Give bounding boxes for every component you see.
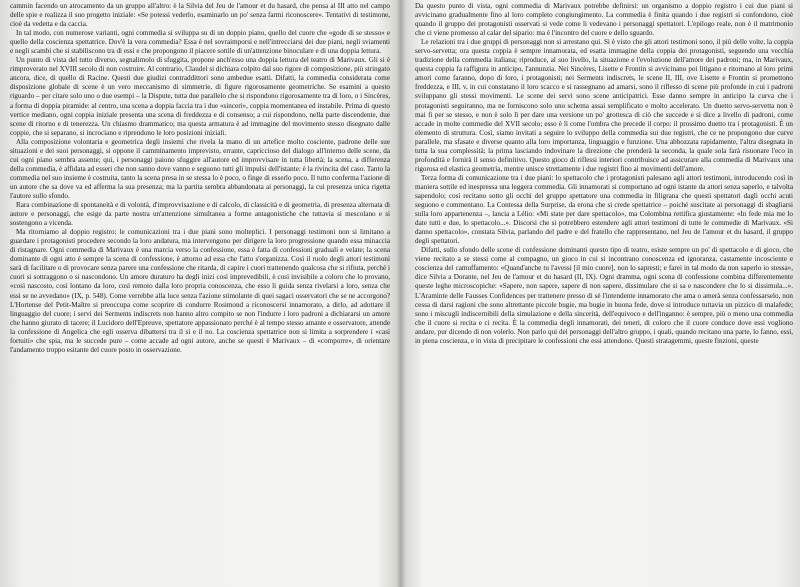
left-paragraph-5: Rara combinazione di spontaneità e di volontà, d'improvvisazione e di calcolo, di classicità e di geometria, di presenza alternata di autore e personaggi, che esige da parte nostra un'attenzione simultanea a forme antagonistiche che tuttavia si mescolano e si sostengono a vicenda. xyxy=(10,201,390,228)
right-paragraph-3: Terza forma di comunicazione tra i due piani: lo spettacolo che i protagonisti palesano agli attori testimoni, introducendo così in maniera sottile ed inespressa una leggera commedia. Gli innamorati si comportano ad ogni istante da attori senza saperlo, e talvolta sapendolo; così recitano sotto gli occhi del gruppo spettatore una commedia in filigrana che questi spettatori dagli occhi acuti seguono e commentano. La Contessa della Surprise, da erona che si crede spettatrice – poiché suscitate ai personaggi di sbagliarsi sulla loro appartenenza –, lancia a Lélio: «Mi state per dare spettacolo», ma Colombina rettifica giustamente: «In fede mia me lo date tutti e due, lo spettacolo...». Discorsi che si potrebbero estendere agli attori testimoni di tutte le commedie di Marivaux. «Si danno spettacolo», constata Silvia, parlando del padre e del fratello che rappresentano, nel Jeu de l'amour et du hasard, il gruppo degli spettatori. xyxy=(415,173,793,246)
left-paragraph-2: In tal modo, con numerose varianti, ogni commedia si sviluppa su di un doppio piano, quello del cuore che «gode di se stesso» e quello della coscienza spettatrice. Dov'è la vera commedia? Essa è nel sovraimporsi e nell'intrecciarsi dei due piani, negli sviamenti e negli scambi che si stabiliscono tra di essi e che propongono il piacere sottile di un'attenzione binoculare e di una doppia lettura. xyxy=(10,29,390,56)
book-gutter xyxy=(396,0,406,587)
left-page xyxy=(10,2,390,355)
left-paragraph-3: Un punto di vista del tutto diverso, segnalimolo di sfuggita, propone anch'esso una doppia lettura del teatro di Marivaux. Gli si è rimproverato nel XVIII secolo di non costruire. Al contrario, Claudel si dichiara colpito dal suo rigore di composizione, più stringato ancora, dice, di quello di Racine. Questi due giudizi contraddittori sono ambedue esatti. Difatti, la commedia considerata come disposizione globale di scene è un vero meccanismo di simmetrie, di figure rigorosamente geometriche. Se esamini a questo riguardo – per citare solo uno o due esempi – la Dispute, tutta due parallelo che si rispondono rigorosamente tra di loro, o i Sincères, a forma di doppia piramide: al centro, una scena a doppia faccia tra i due «sinceri», coppia momentanea ed instabile. Prima di questo vertice mediano, ogni coppia iniziale presenta una scena di freddezza e di consenso; a cui rispondono, nella parte discendente, due scene di ritorno e di tenerezza. Un chiasmo drammatico; ma questa armatura è ad immagine del movimento stesso disegnato dalle coppie, che si separano, si incrociano e riprendono le loro posizioni iniziali. xyxy=(10,56,390,137)
left-paragraph-6: Ma ritorniamo al doppio registro: le comunicazioni tra i due piani sono molteplici. I personaggi testimoni non si limitano a guardare i protagonisti procedere secondo la loro andatura, ma intervengono per dirigere la loro progressione quando essa minaccia di ristagnare. Ogni commedia di Marivaux è una marcia verso la confessione, essa è fatta di confessioni graduali e velate; la scena dominante di ogni atto è sempre la scena di confessione, è attorno ad essa che l'atto s'organizza. Così il ruolo degli attori testimoni sarà di facilitare o di provocare senza parere una confessione che ritarda, di capire i cuori trattenendo qualcosa che si rifiuta, perché i cuori si sottraggono o si nascondono. Un amore duraturo ha degli inizi così imprevedibili, è così invisibile a colorо che lo provano, «così nascosto, così lontano da loro, così remoto dalla loro propria conoscenza, che esso li guida senza rivelarsi a loro, senza che essi se ne avvedano» (IX, p. 548). Come verrebbe alla luce senza l'azione stimolante di quei sagaci osservatori che se ne accorgono? L'Hortense del Petit-Maître si preoccupa come scoprire di condurre Rosimond a riconoscersi innamorato, a dirlo, ad adottare il linguaggio del cuore; i servi dei Serments indiscrets non hanno altro compito se non l'indurre i loro padroni a dichiararsi un amore che hanno giurato di tacere; il Lucidoro dell'Epreuve, spettatore appassionato perché è al tempo stesso amante e osservatore, attende la confessione di Angelica che egli osserva dibattersi tra il sì e il no. La coscienza spettatrice non si limita a sorprendere i «casi fortuiti» che spia, ma le succede pure – come accade ad ogni autore, anche se questi è Marivaux – di «comporre», di orientare l'andamento troppo esitante del cuore posto in osservazione. xyxy=(10,228,390,354)
right-paragraph-4: Difatti, sullo sfondo delle scene di confessione dominanti questo tipo di teatro, esiste sempre un po' di spettacolo e di gioco, che viene recitato a se stessi come al compagno, un gioco in cui si incontrano conoscenza ed ignoranza, castamente incosciente e coscienza del camuffamento: «Quand'anche tu l'avessi [il mio cuore], non lo sapresti; e farei in tal modo da non saperlo io stessa», dice Silvia a Dorante, nel Jeu de l'amour et du hasard (II, IX). Ogni dramma, ogni scena di confessione combina differentemente queste leghe microscopiche: «Sapere, non sapere, sapere di non sapere, dissimulare che si sa e nascondere che lo si dissimula...». L'Araminte delle Fausses Confidences per trattenere presso di sé l'intendente innamorato che ama o amerà senza confessarselo, non cessa di darsi ragioni che sono altrettante piccole bugie, ma bugie in buona fede, dove si introduce tuttavia un pizzico di malafede; sono i miscugli indiscernibili della simulazione e della sincerità, dell'equivoco e dell'inganno: è sempre, più o meno una commedia che il cuore si recita e ci recita. È la commedia degli innamorati, dei teneri, di coloro che il cuore conduce dove essi vogliono andare, pur dicendo di non volerlo. Non parlo qui dei personaggi dell'altro gruppo, i quali, quando recitano una parte, lo fanno, essi, in piena coscienza, e in vista di precipitare le confessioni che essi attendono. Questi stratagemmi, queste finzioni, queste xyxy=(415,246,793,345)
left-paragraph-4: Alla composizione volontaria e geometrica degli insiemi che rivela la mano di un artefice molto cosciente, padrone delle sue situazioni e dei suoi personaggi, si oppone il camminamento imprevisto, errante, capriccioso del dialogo all'interno delle scene, da cui ogni piano sembra assente; qui, i personaggi paiono sfuggire all'autore ed improvvisare in tutta libertà; la scena, a differenza della commedia, è affidata ad esseri che non sanno dove vanno e seguono tutti gli impulsi dell'istante: è la rivincita del caso. Tanto la commedia nel suo insieme è costruita, tanto la scena presa in se stessa lo è poco, o finge di esserlo poco. Il tutto conferma l'azione di un autore che sa dove va ed afferma la sua presenza; ma la partita sembra abbandonata ai personaggi, la cui presenza unica rigetta l'autore sullo sfondo. xyxy=(10,137,390,200)
right-paragraph-2: Le relazioni tra i due gruppi di personaggi non si arrestano qui. Si è visto che gli attori testimoni sono, il più delle volte, la coppia servo-servetta; ora questa coppia è sempre innamorata, ed esatta immagine della coppia dei protagonisti, seguendo una vecchia tradizione della commedia italiana; riproduce, al suo livello, la situazione e l'evoluzione dell'amore dei padroni; ma, in Marivaux, questa coppia fa raffigura in anticipo, l'annunzia. Nei Sincères, Lisette e Frontin si avvicinano poi litigano e ritornano al loro primi amori come faranno, dopo di loro, i protagonisti; nei Serments indiscrets, le scene II, III, ove Lisette e Frontin si promettono freddezza, e III, v, in cui constatano il loro scacco e si rassegnano ad amarsi, sono il riflesso di scene più profonde in cui i padroni sviluppano gli stessi movimenti. Le scene dei servi sono scene anticipatrici. Esse danno sempre in anticipo la curva che i protagonisti seguiranno, ma ne forniscono solo uno schema assai semplificato e molto accelerato. Un duetto servo-servetta non è mai fi per se stesso, e non è solo lì per dare una versione un po' grottesca di ciò che succede e si dice a livello di padroni, come accade in molte commedie del XVII secolo; esso è lì come l'ombra che precede il corpo: il prossimo duetto tra i protagonisti. È un elemento di struttura. Così, siamo invitati a seguire lo sviluppo della commedia sui due registri, che ce ne propongono due curve parallele, ma sfasate e diverse quanto alla loro importanza, linguaggio e funzione. Una abbozzata rapidamente, l'altra disegnata in tutta la sua complessità; la prima lasciando indovinare la direzione che prenderà la seconda, la quale sola farà risuonare l'eco in profondità e fornirà il senso definitivo. Questo gioco di riflessi interiori contribuisce ad assicurare alla commedia di Marivaux una rigorosa ed elastica geometria, mentre unisce strettamente i due registri fino ai movimenti dell'amore. xyxy=(415,38,793,173)
right-page xyxy=(415,2,793,346)
right-paragraph-1: Da questo punto di vista, ogni commedia di Marivaux potrebbe definirsi: un organismo a doppio registro i cui due piani si avvicinano gradualmente fino al loro completo congiungimento. La commedia è finita quando i due registri si confondono, cioè quando il gruppo dei protagonisti osservati si vede come li vedevano i personaggi spettatori. L'epilogo reale, non è il matrimonio che ci viene promesso al calar del sipario: ma è l'incontro del cuore e dello sguardo. xyxy=(415,2,793,38)
left-paragraph-1: cammin facendo un atrocamento da un gruppo all'altro: è la Silvia del Jeu de l'amour et du hasard, che pensa al III atto nel campo delle spie e realizza il suo progetto iniziale: «Se potessi vederlo, esaminarlo un po' senza farmi riconoscere». Tentativi di testimone, cioè da vedetta e da caccia. xyxy=(10,2,390,29)
